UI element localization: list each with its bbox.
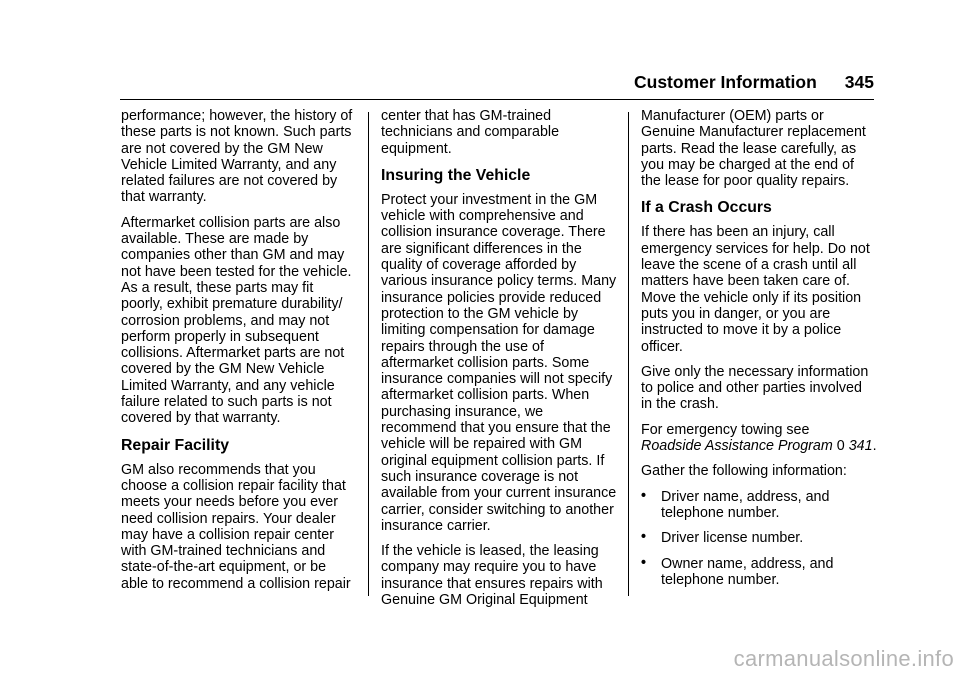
roadside-assistance-link[interactable]: Roadside Assistance Program <box>641 438 833 455</box>
paragraph: If the vehicle is leased, the leasing company may require you to have insurance that ensures repairs with Genuine GM Original Equipment <box>381 543 603 609</box>
list-item-text: Driver name, address, and telephone number. <box>661 488 830 521</box>
section-title: Customer Information <box>634 72 817 92</box>
bullet-icon: • <box>641 554 647 571</box>
watermark: carmanualsonline.info <box>733 646 954 671</box>
column-divider <box>628 112 629 596</box>
section-heading-if-a-crash-occurs: If a Crash Occurs <box>641 199 772 217</box>
page-header <box>0 72 874 92</box>
section-heading-repair-facility: Repair Facility <box>121 436 229 454</box>
paragraph: performance; however, the history of these parts is not known. Such parts are not covered by the GM New Vehicle Limited Warranty, and any related failures are not covered by that warranty. <box>121 108 353 206</box>
paragraph: Manufacturer (OEM) parts or Genuine Manufacturer replacement parts. Read the lease carefully, as you may be charged at the end of the lease for poor quality repairs. <box>641 108 866 190</box>
page-number: 345 <box>844 72 874 92</box>
bullet-icon: • <box>641 487 647 504</box>
bullet-icon: • <box>641 529 647 546</box>
list-item <box>641 489 877 522</box>
column-2 <box>381 108 617 617</box>
page-ref-number[interactable]: 341 <box>848 438 873 455</box>
paragraph: center that has GM-trained technicians and comparable equipment. <box>381 108 560 157</box>
header-rule <box>120 99 874 100</box>
paragraph: Gather the following information: <box>641 463 847 480</box>
paragraph: Give only the necessary information to police and other parties involved in the crash. <box>641 363 869 413</box>
list-item-text: Owner name, address, and telephone number. <box>661 555 834 588</box>
paragraph: Protect your investment in the GM vehicle with comprehensive and collision insurance coverage. There are significant differences in the quality of coverage afforded by various insurance policy terms. Many insurance policies provide reduced protection to the GM vehicle by limiting compensation for damage repairs through the use of aftermarket collision parts. Some insurance companies will not specify aftermarket collision parts. When purchasing insurance, we recommend that you ensure that the vehicle will be repaired with GM original equipment collision parts. If such insurance coverage is not available from your current insurance carrier, consider switching to another insurance carrier. <box>381 191 617 534</box>
column-divider <box>368 112 369 596</box>
list-item <box>641 530 877 546</box>
list-item-text: Driver license number. <box>661 530 804 547</box>
paragraph: GM also recommends that you choose a collision repair facility that meets your needs before you ever need collision repairs. Your dealer may have a collision repair center with GM-trained technicians and state-of-the-art equipment, or be able to recommend a collision repair <box>121 461 351 592</box>
paragraph: If there has been an injury, call emergency services for help. Do not leave the scene of a crash until all matters have been taken care of. Move the vehicle only if its position puts you in danger, or you are instructed to move it by a police officer. <box>641 224 870 355</box>
paragraph-towing <box>641 422 877 455</box>
column-3 <box>641 108 877 597</box>
list-item <box>641 556 877 589</box>
column-1 <box>121 108 357 601</box>
paragraph: Aftermarket collision parts are also available. These are made by companies other than GM and may not have been tested for the vehicle. As a result, these parts may fit poorly, exhibit premature durability/ corrosion problems, and may not perform properly in subsequent collisions. Aftermarket parts are not covered by the GM New Vehicle Limited Warranty, and any vehicle failure related to such parts is not covered by that warranty. <box>121 214 352 427</box>
towing-text: For emergency towing see <box>641 421 810 438</box>
section-heading-insuring-the-vehicle: Insuring the Vehicle <box>381 166 531 184</box>
page-ref-icon: 0 <box>836 438 845 455</box>
period: . <box>872 438 877 455</box>
